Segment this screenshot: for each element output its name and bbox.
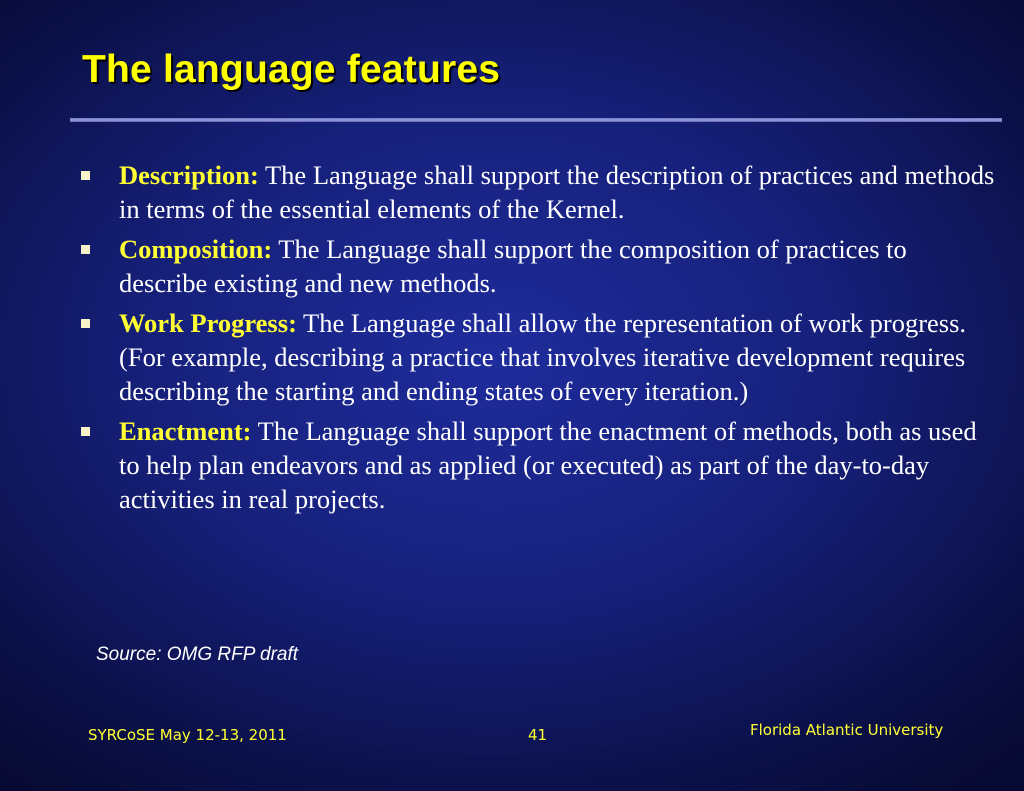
bullet-term: Enactment:	[119, 416, 252, 446]
square-bullet-icon	[81, 427, 90, 436]
footer-institution: Florida Atlantic University	[750, 721, 944, 739]
bullet-text: The Language shall support the composition of practices to describe existing and new methods.	[119, 234, 907, 298]
footer-page-number: 41	[528, 726, 548, 744]
title-divider	[70, 118, 1002, 122]
source-note: Source: OMG RFP draft	[96, 644, 299, 665]
square-bullet-icon	[81, 171, 90, 180]
bullet-term: Composition:	[119, 234, 273, 264]
square-bullet-icon	[81, 245, 90, 254]
bullet-description	[78, 158, 998, 226]
slide-title: The language features	[82, 48, 501, 91]
bullet-composition	[78, 232, 998, 300]
square-bullet-icon	[81, 319, 90, 328]
bullet-text: The Language shall allow the representation of work progress. (For example, describing a practice that involves iterative development requires describing the starting and ending states of every iteration.)	[119, 308, 967, 406]
bullet-text: The Language shall support the enactment of methods, both as used to help plan endeavors and as applied (or executed) as part of the day-to-day activities in real projects.	[119, 416, 977, 514]
bullet-term: Description:	[119, 160, 259, 190]
bullet-term: Work Progress:	[119, 308, 297, 338]
footer-event: SYRCoSE May 12-13, 2011	[88, 726, 287, 744]
feature-list	[78, 158, 998, 522]
bullet-text: The Language shall support the description of practices and methods in terms of the essential elements of the Kernel.	[119, 160, 995, 224]
bullet-enactment	[78, 414, 998, 516]
bullet-work-progress	[78, 306, 998, 408]
